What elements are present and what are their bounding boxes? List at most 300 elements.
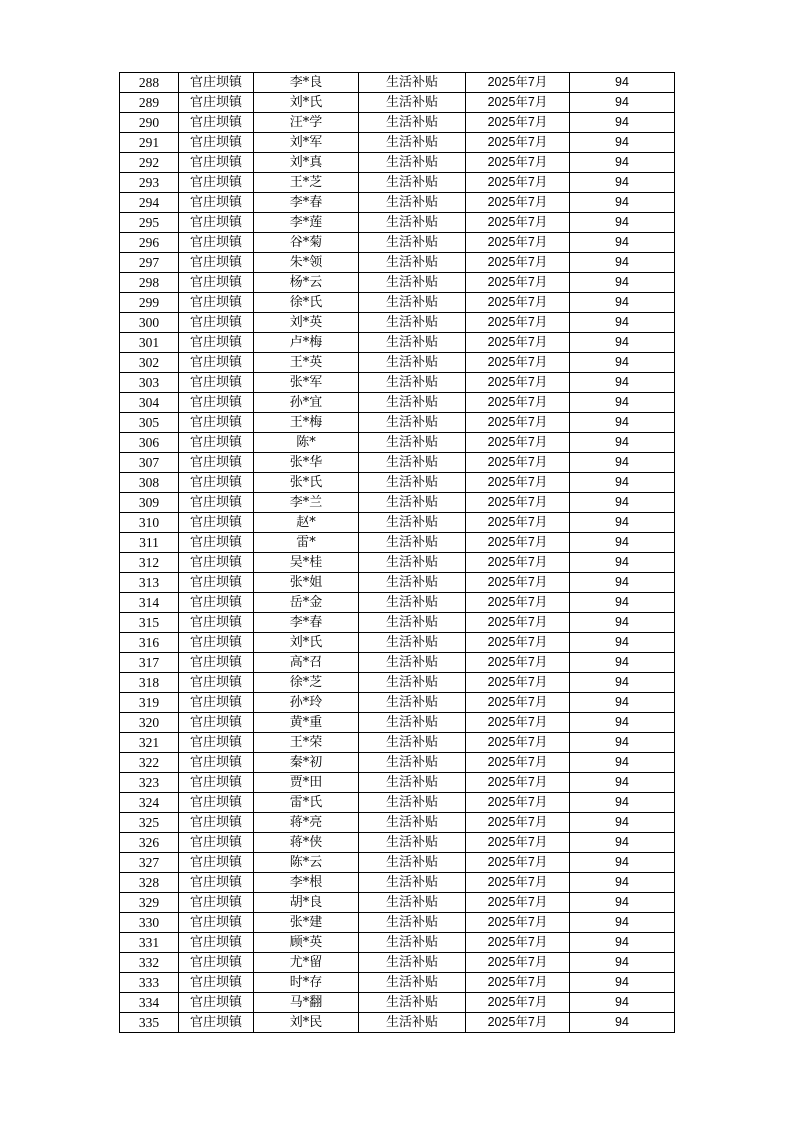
month-cell: 2025年7月 (466, 673, 570, 693)
town-cell: 官庄坝镇 (179, 493, 254, 513)
recipient-name-cell: 高*召 (254, 653, 359, 673)
amount-cell: 94 (570, 253, 675, 273)
table-row (120, 93, 675, 113)
recipient-name-cell: 李*兰 (254, 493, 359, 513)
amount-cell: 94 (570, 733, 675, 753)
table-row (120, 313, 675, 333)
amount-cell: 94 (570, 613, 675, 633)
amount-cell: 94 (570, 933, 675, 953)
subsidy-type-cell: 生活补贴 (359, 713, 466, 733)
row-number-cell: 325 (120, 813, 179, 833)
subsidy-type-cell: 生活补贴 (359, 853, 466, 873)
recipient-name-cell: 马*翻 (254, 993, 359, 1013)
table-row (120, 73, 675, 93)
town-cell: 官庄坝镇 (179, 113, 254, 133)
month-cell: 2025年7月 (466, 853, 570, 873)
table-row (120, 293, 675, 313)
amount-cell: 94 (570, 293, 675, 313)
row-number-cell: 314 (120, 593, 179, 613)
month-cell: 2025年7月 (466, 573, 570, 593)
table-row (120, 213, 675, 233)
row-number-cell: 291 (120, 133, 179, 153)
town-cell: 官庄坝镇 (179, 173, 254, 193)
amount-cell: 94 (570, 173, 675, 193)
table-row (120, 773, 675, 793)
amount-cell: 94 (570, 553, 675, 573)
month-cell: 2025年7月 (466, 113, 570, 133)
row-number-cell: 310 (120, 513, 179, 533)
row-number-cell: 315 (120, 613, 179, 633)
subsidy-type-cell: 生活补贴 (359, 413, 466, 433)
recipient-name-cell: 张*军 (254, 373, 359, 393)
row-number-cell: 311 (120, 533, 179, 553)
town-cell: 官庄坝镇 (179, 793, 254, 813)
town-cell: 官庄坝镇 (179, 353, 254, 373)
subsidy-type-cell: 生活补贴 (359, 773, 466, 793)
town-cell: 官庄坝镇 (179, 433, 254, 453)
subsidy-table (119, 72, 675, 1033)
row-number-cell: 331 (120, 933, 179, 953)
row-number-cell: 289 (120, 93, 179, 113)
recipient-name-cell: 谷*菊 (254, 233, 359, 253)
month-cell: 2025年7月 (466, 773, 570, 793)
month-cell: 2025年7月 (466, 993, 570, 1013)
table-row (120, 513, 675, 533)
amount-cell: 94 (570, 633, 675, 653)
amount-cell: 94 (570, 853, 675, 873)
subsidy-type-cell: 生活补贴 (359, 173, 466, 193)
table-row (120, 233, 675, 253)
amount-cell: 94 (570, 93, 675, 113)
subsidy-type-cell: 生活补贴 (359, 273, 466, 293)
table-row (120, 453, 675, 473)
recipient-name-cell: 陈* (254, 433, 359, 453)
town-cell: 官庄坝镇 (179, 753, 254, 773)
row-number-cell: 317 (120, 653, 179, 673)
month-cell: 2025年7月 (466, 393, 570, 413)
table-row (120, 613, 675, 633)
table-row (120, 873, 675, 893)
table-row (120, 253, 675, 273)
month-cell: 2025年7月 (466, 453, 570, 473)
subsidy-table-body (120, 73, 675, 1033)
month-cell: 2025年7月 (466, 953, 570, 973)
recipient-name-cell: 李*春 (254, 193, 359, 213)
table-row (120, 633, 675, 653)
subsidy-type-cell: 生活补贴 (359, 673, 466, 693)
subsidy-type-cell: 生活补贴 (359, 613, 466, 633)
amount-cell: 94 (570, 213, 675, 233)
month-cell: 2025年7月 (466, 693, 570, 713)
amount-cell: 94 (570, 693, 675, 713)
amount-cell: 94 (570, 393, 675, 413)
table-row (120, 473, 675, 493)
month-cell: 2025年7月 (466, 73, 570, 93)
table-row (120, 433, 675, 453)
amount-cell: 94 (570, 513, 675, 533)
town-cell: 官庄坝镇 (179, 553, 254, 573)
amount-cell: 94 (570, 573, 675, 593)
subsidy-type-cell: 生活补贴 (359, 73, 466, 93)
row-number-cell: 306 (120, 433, 179, 453)
month-cell: 2025年7月 (466, 833, 570, 853)
amount-cell: 94 (570, 73, 675, 93)
subsidy-type-cell: 生活补贴 (359, 253, 466, 273)
town-cell: 官庄坝镇 (179, 473, 254, 493)
row-number-cell: 327 (120, 853, 179, 873)
month-cell: 2025年7月 (466, 553, 570, 573)
table-row (120, 553, 675, 573)
amount-cell: 94 (570, 473, 675, 493)
amount-cell: 94 (570, 833, 675, 853)
month-cell: 2025年7月 (466, 973, 570, 993)
amount-cell: 94 (570, 813, 675, 833)
month-cell: 2025年7月 (466, 333, 570, 353)
month-cell: 2025年7月 (466, 153, 570, 173)
town-cell: 官庄坝镇 (179, 313, 254, 333)
subsidy-type-cell: 生活补贴 (359, 153, 466, 173)
town-cell: 官庄坝镇 (179, 853, 254, 873)
table-row (120, 853, 675, 873)
recipient-name-cell: 黄*重 (254, 713, 359, 733)
amount-cell: 94 (570, 893, 675, 913)
month-cell: 2025年7月 (466, 893, 570, 913)
town-cell: 官庄坝镇 (179, 93, 254, 113)
recipient-name-cell: 李*莲 (254, 213, 359, 233)
month-cell: 2025年7月 (466, 133, 570, 153)
town-cell: 官庄坝镇 (179, 193, 254, 213)
amount-cell: 94 (570, 433, 675, 453)
amount-cell: 94 (570, 673, 675, 693)
month-cell: 2025年7月 (466, 653, 570, 673)
town-cell: 官庄坝镇 (179, 733, 254, 753)
amount-cell: 94 (570, 533, 675, 553)
recipient-name-cell: 刘*英 (254, 313, 359, 333)
recipient-name-cell: 蒋*亮 (254, 813, 359, 833)
row-number-cell: 326 (120, 833, 179, 853)
recipient-name-cell: 吴*桂 (254, 553, 359, 573)
row-number-cell: 290 (120, 113, 179, 133)
month-cell: 2025年7月 (466, 1013, 570, 1033)
row-number-cell: 297 (120, 253, 179, 273)
month-cell: 2025年7月 (466, 293, 570, 313)
table-row (120, 153, 675, 173)
amount-cell: 94 (570, 713, 675, 733)
subsidy-type-cell: 生活补贴 (359, 893, 466, 913)
amount-cell: 94 (570, 793, 675, 813)
row-number-cell: 304 (120, 393, 179, 413)
table-row (120, 1013, 675, 1033)
recipient-name-cell: 时*存 (254, 973, 359, 993)
table-row (120, 273, 675, 293)
table-row (120, 893, 675, 913)
row-number-cell: 333 (120, 973, 179, 993)
recipient-name-cell: 顾*英 (254, 933, 359, 953)
recipient-name-cell: 王*荣 (254, 733, 359, 753)
subsidy-type-cell: 生活补贴 (359, 833, 466, 853)
town-cell: 官庄坝镇 (179, 1013, 254, 1033)
table-row (120, 693, 675, 713)
month-cell: 2025年7月 (466, 233, 570, 253)
row-number-cell: 303 (120, 373, 179, 393)
amount-cell: 94 (570, 653, 675, 673)
town-cell: 官庄坝镇 (179, 533, 254, 553)
town-cell: 官庄坝镇 (179, 913, 254, 933)
table-row (120, 833, 675, 853)
row-number-cell: 299 (120, 293, 179, 313)
town-cell: 官庄坝镇 (179, 893, 254, 913)
amount-cell: 94 (570, 413, 675, 433)
month-cell: 2025年7月 (466, 213, 570, 233)
recipient-name-cell: 徐*氏 (254, 293, 359, 313)
town-cell: 官庄坝镇 (179, 953, 254, 973)
town-cell: 官庄坝镇 (179, 133, 254, 153)
month-cell: 2025年7月 (466, 253, 570, 273)
month-cell: 2025年7月 (466, 733, 570, 753)
table-row (120, 913, 675, 933)
row-number-cell: 305 (120, 413, 179, 433)
table-row (120, 193, 675, 213)
row-number-cell: 298 (120, 273, 179, 293)
table-row (120, 393, 675, 413)
row-number-cell: 335 (120, 1013, 179, 1033)
amount-cell: 94 (570, 773, 675, 793)
amount-cell: 94 (570, 153, 675, 173)
town-cell: 官庄坝镇 (179, 273, 254, 293)
subsidy-type-cell: 生活补贴 (359, 293, 466, 313)
row-number-cell: 321 (120, 733, 179, 753)
month-cell: 2025年7月 (466, 273, 570, 293)
table-row (120, 573, 675, 593)
month-cell: 2025年7月 (466, 193, 570, 213)
subsidy-type-cell: 生活补贴 (359, 433, 466, 453)
amount-cell: 94 (570, 353, 675, 373)
month-cell: 2025年7月 (466, 813, 570, 833)
amount-cell: 94 (570, 233, 675, 253)
row-number-cell: 319 (120, 693, 179, 713)
subsidy-type-cell: 生活补贴 (359, 1013, 466, 1033)
amount-cell: 94 (570, 953, 675, 973)
town-cell: 官庄坝镇 (179, 73, 254, 93)
recipient-name-cell: 汪*学 (254, 113, 359, 133)
town-cell: 官庄坝镇 (179, 713, 254, 733)
subsidy-type-cell: 生活补贴 (359, 333, 466, 353)
town-cell: 官庄坝镇 (179, 673, 254, 693)
subsidy-type-cell: 生活补贴 (359, 593, 466, 613)
town-cell: 官庄坝镇 (179, 633, 254, 653)
row-number-cell: 294 (120, 193, 179, 213)
recipient-name-cell: 雷*氏 (254, 793, 359, 813)
month-cell: 2025年7月 (466, 633, 570, 653)
subsidy-type-cell: 生活补贴 (359, 393, 466, 413)
recipient-name-cell: 卢*梅 (254, 333, 359, 353)
amount-cell: 94 (570, 453, 675, 473)
row-number-cell: 300 (120, 313, 179, 333)
table-row (120, 353, 675, 373)
recipient-name-cell: 朱*领 (254, 253, 359, 273)
town-cell: 官庄坝镇 (179, 453, 254, 473)
recipient-name-cell: 张*华 (254, 453, 359, 473)
month-cell: 2025年7月 (466, 513, 570, 533)
row-number-cell: 320 (120, 713, 179, 733)
town-cell: 官庄坝镇 (179, 333, 254, 353)
town-cell: 官庄坝镇 (179, 233, 254, 253)
row-number-cell: 313 (120, 573, 179, 593)
subsidy-type-cell: 生活补贴 (359, 913, 466, 933)
town-cell: 官庄坝镇 (179, 973, 254, 993)
month-cell: 2025年7月 (466, 353, 570, 373)
subsidy-type-cell: 生活补贴 (359, 813, 466, 833)
recipient-name-cell: 李*良 (254, 73, 359, 93)
table-row (120, 413, 675, 433)
amount-cell: 94 (570, 973, 675, 993)
town-cell: 官庄坝镇 (179, 573, 254, 593)
recipient-name-cell: 孙*玲 (254, 693, 359, 713)
subsidy-type-cell: 生活补贴 (359, 733, 466, 753)
row-number-cell: 332 (120, 953, 179, 973)
amount-cell: 94 (570, 1013, 675, 1033)
row-number-cell: 322 (120, 753, 179, 773)
subsidy-type-cell: 生活补贴 (359, 93, 466, 113)
recipient-name-cell: 尤*留 (254, 953, 359, 973)
table-row (120, 933, 675, 953)
subsidy-type-cell: 生活补贴 (359, 953, 466, 973)
row-number-cell: 301 (120, 333, 179, 353)
recipient-name-cell: 贾*田 (254, 773, 359, 793)
table-row (120, 953, 675, 973)
town-cell: 官庄坝镇 (179, 693, 254, 713)
month-cell: 2025年7月 (466, 793, 570, 813)
month-cell: 2025年7月 (466, 873, 570, 893)
subsidy-type-cell: 生活补贴 (359, 213, 466, 233)
amount-cell: 94 (570, 873, 675, 893)
month-cell: 2025年7月 (466, 93, 570, 113)
town-cell: 官庄坝镇 (179, 293, 254, 313)
table-row (120, 333, 675, 353)
table-row (120, 593, 675, 613)
recipient-name-cell: 蒋*侠 (254, 833, 359, 853)
table-row (120, 753, 675, 773)
subsidy-type-cell: 生活补贴 (359, 113, 466, 133)
recipient-name-cell: 雷* (254, 533, 359, 553)
row-number-cell: 296 (120, 233, 179, 253)
recipient-name-cell: 李*根 (254, 873, 359, 893)
recipient-name-cell: 王*芝 (254, 173, 359, 193)
subsidy-type-cell: 生活补贴 (359, 313, 466, 333)
subsidy-type-cell: 生活补贴 (359, 353, 466, 373)
recipient-name-cell: 刘*真 (254, 153, 359, 173)
recipient-name-cell: 刘*氏 (254, 633, 359, 653)
recipient-name-cell: 赵* (254, 513, 359, 533)
amount-cell: 94 (570, 493, 675, 513)
row-number-cell: 323 (120, 773, 179, 793)
row-number-cell: 295 (120, 213, 179, 233)
month-cell: 2025年7月 (466, 473, 570, 493)
recipient-name-cell: 刘*军 (254, 133, 359, 153)
town-cell: 官庄坝镇 (179, 933, 254, 953)
subsidy-type-cell: 生活补贴 (359, 653, 466, 673)
row-number-cell: 307 (120, 453, 179, 473)
amount-cell: 94 (570, 133, 675, 153)
row-number-cell: 288 (120, 73, 179, 93)
month-cell: 2025年7月 (466, 713, 570, 733)
table-row (120, 653, 675, 673)
amount-cell: 94 (570, 993, 675, 1013)
recipient-name-cell: 孙*宜 (254, 393, 359, 413)
amount-cell: 94 (570, 273, 675, 293)
amount-cell: 94 (570, 193, 675, 213)
table-row (120, 673, 675, 693)
town-cell: 官庄坝镇 (179, 413, 254, 433)
amount-cell: 94 (570, 373, 675, 393)
row-number-cell: 316 (120, 633, 179, 653)
row-number-cell: 292 (120, 153, 179, 173)
recipient-name-cell: 岳*金 (254, 593, 359, 613)
table-row (120, 793, 675, 813)
month-cell: 2025年7月 (466, 313, 570, 333)
row-number-cell: 330 (120, 913, 179, 933)
table-row (120, 973, 675, 993)
month-cell: 2025年7月 (466, 413, 570, 433)
subsidy-type-cell: 生活补贴 (359, 633, 466, 653)
month-cell: 2025年7月 (466, 613, 570, 633)
row-number-cell: 309 (120, 493, 179, 513)
subsidy-type-cell: 生活补贴 (359, 693, 466, 713)
recipient-name-cell: 张*氏 (254, 473, 359, 493)
table-row (120, 133, 675, 153)
amount-cell: 94 (570, 913, 675, 933)
subsidy-type-cell: 生活补贴 (359, 933, 466, 953)
month-cell: 2025年7月 (466, 753, 570, 773)
month-cell: 2025年7月 (466, 433, 570, 453)
month-cell: 2025年7月 (466, 933, 570, 953)
town-cell: 官庄坝镇 (179, 613, 254, 633)
row-number-cell: 308 (120, 473, 179, 493)
subsidy-type-cell: 生活补贴 (359, 533, 466, 553)
row-number-cell: 302 (120, 353, 179, 373)
subsidy-type-cell: 生活补贴 (359, 493, 466, 513)
month-cell: 2025年7月 (466, 373, 570, 393)
recipient-name-cell: 陈*云 (254, 853, 359, 873)
month-cell: 2025年7月 (466, 493, 570, 513)
row-number-cell: 293 (120, 173, 179, 193)
town-cell: 官庄坝镇 (179, 373, 254, 393)
town-cell: 官庄坝镇 (179, 253, 254, 273)
recipient-name-cell: 杨*云 (254, 273, 359, 293)
town-cell: 官庄坝镇 (179, 773, 254, 793)
town-cell: 官庄坝镇 (179, 393, 254, 413)
month-cell: 2025年7月 (466, 593, 570, 613)
month-cell: 2025年7月 (466, 173, 570, 193)
table-row (120, 113, 675, 133)
amount-cell: 94 (570, 753, 675, 773)
table-row (120, 533, 675, 553)
subsidy-type-cell: 生活补贴 (359, 473, 466, 493)
recipient-name-cell: 胡*良 (254, 893, 359, 913)
table-row (120, 173, 675, 193)
row-number-cell: 334 (120, 993, 179, 1013)
recipient-name-cell: 王*英 (254, 353, 359, 373)
recipient-name-cell: 张*建 (254, 913, 359, 933)
town-cell: 官庄坝镇 (179, 653, 254, 673)
town-cell: 官庄坝镇 (179, 833, 254, 853)
subsidy-type-cell: 生活补贴 (359, 513, 466, 533)
subsidy-type-cell: 生活补贴 (359, 133, 466, 153)
subsidy-type-cell: 生活补贴 (359, 993, 466, 1013)
subsidy-type-cell: 生活补贴 (359, 373, 466, 393)
town-cell: 官庄坝镇 (179, 813, 254, 833)
table-row (120, 733, 675, 753)
